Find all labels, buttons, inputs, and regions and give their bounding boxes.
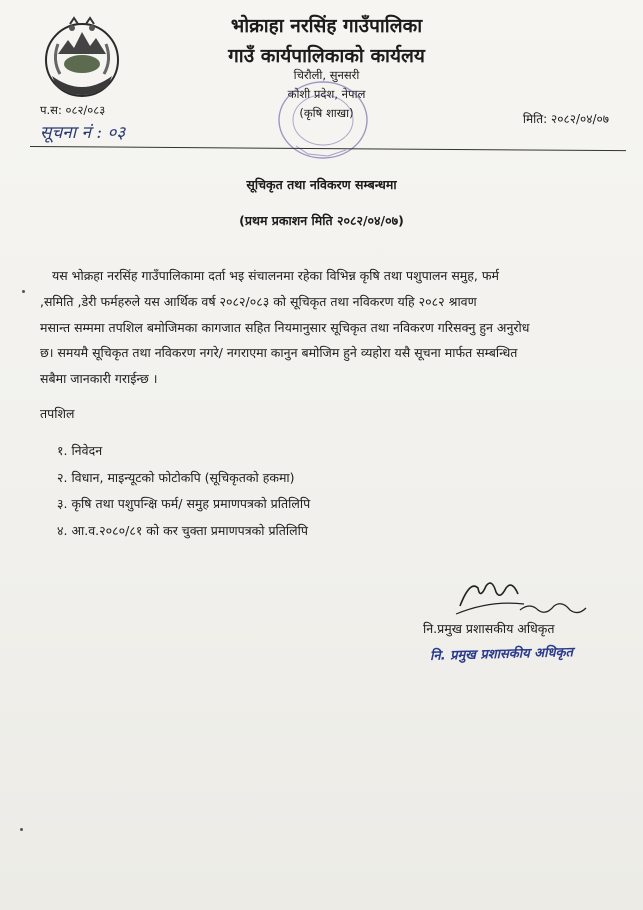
officer-title: नि.प्रमुख प्रशासकीय अधिकृत bbox=[423, 621, 555, 636]
officer-stamp: नि. प्रमुख प्रशासकीय अधिकृत bbox=[429, 645, 574, 664]
body-line-1: यस भोक्रहा नरसिंह गाउँपालिकामा दर्ता भइ संचालनमा रहेका विभिन्न कृषि तथा पशुपालन समुह, फर्म bbox=[52, 268, 499, 283]
office-stamp-icon bbox=[268, 76, 378, 164]
municipality-title: भोक्राहा नरसिंह गाउँपालिका bbox=[230, 15, 423, 37]
reference-number: प.स: ०८२/०८३ bbox=[40, 103, 106, 117]
list-item: २. विधान, माइन्यूटको फोटोकपि (सूचिकृतको हकमा) bbox=[57, 470, 295, 485]
list-item: ४. आ.व.२०८०/८१ को कर चुक्ता प्रमाणपत्रको प्रतिलिपि bbox=[57, 523, 308, 538]
subject-line: सूचिकृत तथा नविकरण सम्बन्धमा bbox=[246, 177, 397, 192]
body-line-2: ,समिति ,डेरी फर्महरुले यस आर्थिक वर्ष २०८२/०८३ को सूचिकृत तथा नविकरण यहि २०८२ श्रावण bbox=[40, 294, 477, 309]
scan-speck bbox=[22, 290, 25, 293]
list-item: १. निवेदन bbox=[57, 443, 103, 458]
publication-date: (प्रथम प्रकाशन मिति २०८२/०४/०७) bbox=[239, 213, 404, 228]
handwritten-signature-icon bbox=[450, 570, 600, 622]
scan-speck bbox=[20, 828, 23, 831]
address-line-1: चिरौली, सुनसरी bbox=[293, 68, 360, 82]
letter-date: मिति: २०८२/०४/०७ bbox=[522, 112, 609, 126]
tapasil-heading: तपशिल bbox=[40, 406, 75, 421]
address-line-3: (कृषि शाखा) bbox=[299, 106, 354, 120]
body-line-5: सबैमा जानकारी गराईन्छ । bbox=[40, 371, 158, 386]
office-title: गाउँ कार्यपालिकाको कार्यलय bbox=[228, 45, 425, 67]
list-item: ३. कृषि तथा पशुपन्क्षि फर्म/ समुह प्रमाणपत्रको प्रतिलिपि bbox=[57, 496, 311, 511]
body-line-3: मसान्त सम्ममा तपशिल बमोजिमका कागजात सहित नियमानुसार सूचिकृत तथा नविकरण गरिसक्नु हुन अनुरोध bbox=[40, 320, 530, 335]
notice-number: सूचना नं : ०३ bbox=[40, 123, 126, 143]
address-line-2: कोशी प्रदेश, नेपाल bbox=[287, 87, 366, 101]
body-line-4: छ। समयमै सूचिकृत तथा नविकरण नगरे/ नगराएमा कानुन बमोजिम हुने व्यहोरा यसै सूचना मार्फत सम्बन्धित bbox=[40, 345, 518, 360]
